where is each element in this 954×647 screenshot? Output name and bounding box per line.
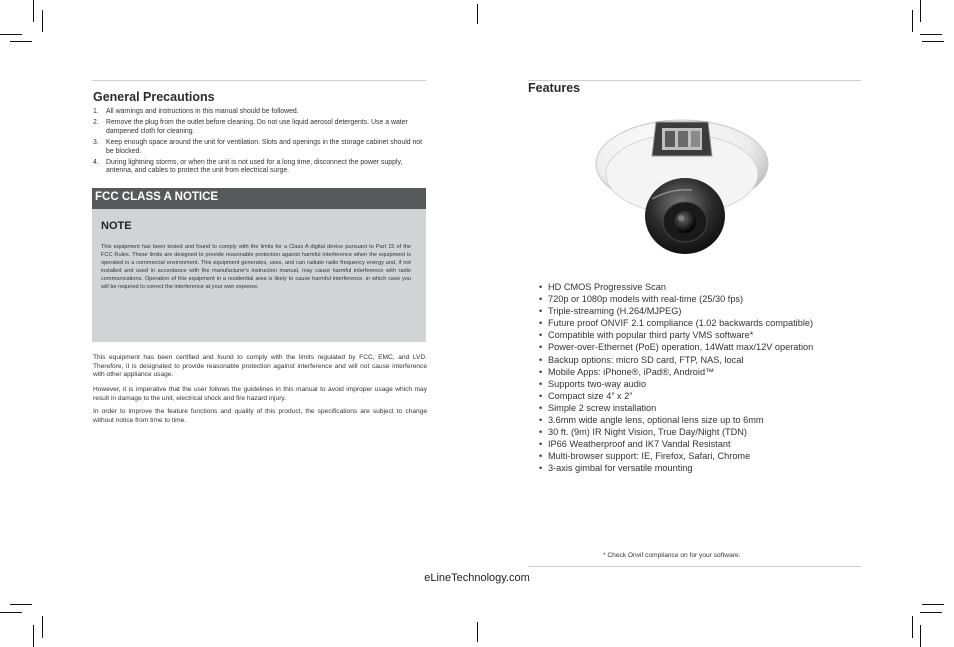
features-list (539, 281, 813, 475)
crop-mark (922, 41, 944, 42)
list-item: 3. Keep enough space around the unit for ventilation. Slots and openings in the storage cabinet should not be blocked. (93, 138, 423, 155)
crop-mark (912, 616, 913, 638)
top-rule-left (92, 80, 426, 81)
list-item: 4. During lightning storms, or when the unit is not used for a long time, disconnect the power supply, antenna, and cables to protect the unit from electrical surge. (93, 158, 403, 175)
list-item: • Mobile Apps: iPhone®, iPad®, Android™ (539, 366, 813, 378)
usage-paragraph: However, it is imperative that the user follows the guidelines in this manual to avoid improper usage which may result in damage to the unit, electrical shock and fire hazard injury. (93, 386, 427, 402)
note-title: NOTE (101, 220, 132, 232)
list-item: • HD CMOS Progressive Scan (539, 281, 813, 293)
precautions-heading: General Precautions (93, 90, 215, 104)
fcc-notice-heading: FCC CLASS A NOTICE (92, 188, 426, 209)
crop-mark (42, 10, 43, 32)
list-item: • 30 ft. (9m) IR Night Vision, True Day/Night (TDN) (539, 426, 813, 438)
note-text: This equipment has been tested and found to comply with the limits for a Class A digital device pursuant to Part 15 of the FCC Rules. These limits are designed to provide reasonable protection against harmful interference when the equipment is operated in a commercial environment. This equipment generates, uses, and can radiate radio frequency energy and, if not installed and used in accordance with the manufacturer's instruction manual, may cause harmful interference with radio communications. Operation of this equipment in a residential area is likely to cause harmful interference, in which case you will be required to correct the interference at your own expense. (101, 244, 411, 290)
crop-mark (10, 604, 32, 605)
precautions-list (93, 108, 427, 179)
list-item: • Supports two-way audio (539, 378, 813, 390)
list-item: 2. Remove the plug from the outlet before cleaning. Do not use liquid aerosol detergents. Use a water dampened cloth for cleaning. (93, 119, 408, 135)
list-item: • 3-axis gimbal for versatile mounting (539, 462, 813, 474)
compliance-paragraph: This equipment has been certified and found to comply with the limits regulated by FCC, EMC, and LVD. Therefore, it is designated to provide reasonable protection against interference and will not cause interference with other appliance usage. (93, 354, 427, 379)
list-item: • Simple 2 screw installation (539, 402, 813, 414)
footnote: * Check Onvif compliance on for your software. (603, 552, 741, 559)
crop-mark (10, 41, 32, 42)
list-item: 1. All warnings and instructions in this manual should be followed. (93, 108, 299, 115)
crop-mark (33, 0, 34, 22)
list-item: • Power-over-Ethernet (PoE) operation, 14Watt max/12V operation (539, 341, 813, 353)
crop-mark (920, 612, 942, 613)
list-item: • Compact size 4” x 2” (539, 390, 813, 402)
website-footer: eLineTechnology.com (424, 572, 530, 584)
list-item: • Multi-browser support: IE, Firefox, Safari, Chrome (539, 450, 813, 462)
crop-mark (0, 34, 22, 35)
list-item: • Backup options: micro SD card, FTP, NAS, local (539, 354, 813, 366)
list-item: • Future proof ONVIF 2.1 compliance (1.02 backwards compatible) (539, 317, 813, 329)
crop-mark (920, 0, 921, 22)
crop-mark (33, 625, 34, 647)
crop-mark (912, 10, 913, 32)
crop-mark (922, 604, 944, 605)
dome-camera-image (592, 104, 772, 264)
crop-mark (477, 4, 478, 24)
list-item: • 3.6mm wide angle lens, optional lens size up to 6mm (539, 414, 813, 426)
list-item: • Triple-streaming (H.264/MJPEG) (539, 305, 813, 317)
crop-mark (42, 616, 43, 638)
list-item: • 720p or 1080p models with real-time (25/30 fps) (539, 293, 813, 305)
crop-mark (920, 625, 921, 647)
features-heading: Features (528, 81, 581, 95)
crop-mark (0, 612, 22, 613)
list-item: • Compatible with popular third party VMS software* (539, 329, 813, 341)
list-item: • IP66 Weatherproof and IK7 Vandal Resistant (539, 438, 813, 450)
crop-mark (920, 34, 942, 35)
specs-paragraph: In order to improve the feature functions and quality of this product, the specifications are subject to change without notice from time to time. (93, 408, 427, 424)
bottom-rule-right (528, 566, 861, 567)
crop-mark (477, 622, 478, 642)
